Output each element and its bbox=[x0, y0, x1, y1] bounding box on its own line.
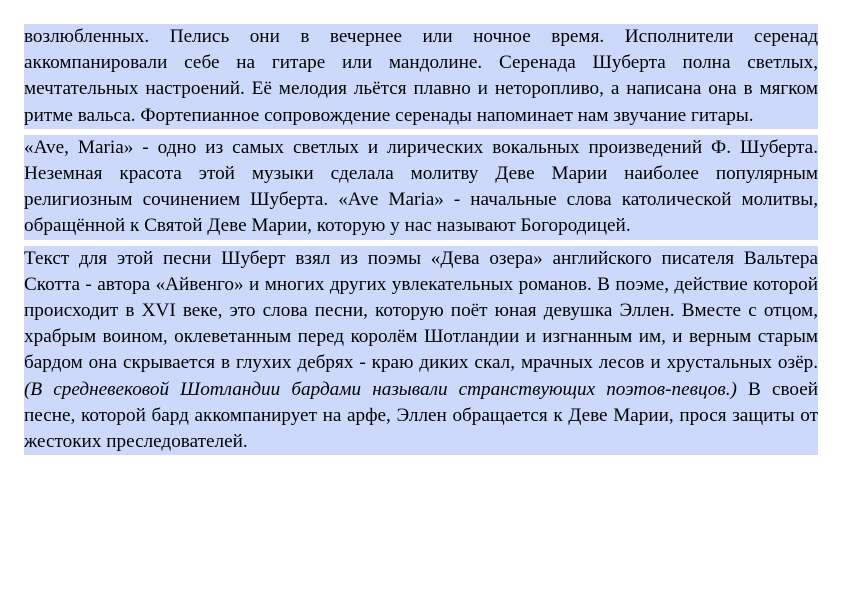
paragraph-ave-maria-text: «Ave, Maria» - одно из самых светлых и лирических вокальных произведений Ф. Шуберта. Неземная красота этой музыки сделала молитву Деве Марии наиболее популярным религиозным сочинением Шуберта. «Ave Maria» - начальные слова католической молитвы, обращённой к Святой Деве Марии, которую у нас называют Богородицей. bbox=[24, 136, 818, 237]
text-block bbox=[24, 24, 818, 455]
paragraph-serenade-text: возлюбленных. Пелись они в вечернее или ночное время. Исполнители серенад аккомпанировали себе на гитаре или мандолине. Серенада Шуберта полна светлых, мечтательных настроений. Её мелодия льётся плавно и неторопливо, а написана она в мягком ритме вальса. Фортепианное сопровождение серенады напоминает нам звучание гитары. bbox=[24, 26, 818, 126]
paragraph-lady-of-the-lake bbox=[24, 246, 818, 456]
paragraph-text-after: В своей песне, которой бард аккомпанирует на арфе, Эллен обращается к Деве Марии, прося защиты от жестоких преследователей. bbox=[24, 378, 819, 453]
paragraph-ave-maria bbox=[24, 135, 818, 240]
paragraph-serenade bbox=[24, 24, 818, 129]
paragraph-text-before: Текст для этой песни Шуберт взял из поэмы «Дева озера» английского писателя Вальтера Скотта - автора «Айвенго» и многих других увлекательных романов. В поэме, действие которой происходит в XVI веке, это слова песни, которую поёт юная девушка Эллен. Вместе с отцом, храбрым воином, оклеветанным перед королём Шотландии и изгнанным им, и верным старым бардом она скрывается в глухих дебрях - краю диких скал, мрачных лесов и хрустальных озёр. bbox=[24, 247, 818, 374]
paragraph-italic-note: (В средневековой Шотландии бардами называли странствующих поэтов-певцов.) bbox=[24, 378, 737, 400]
